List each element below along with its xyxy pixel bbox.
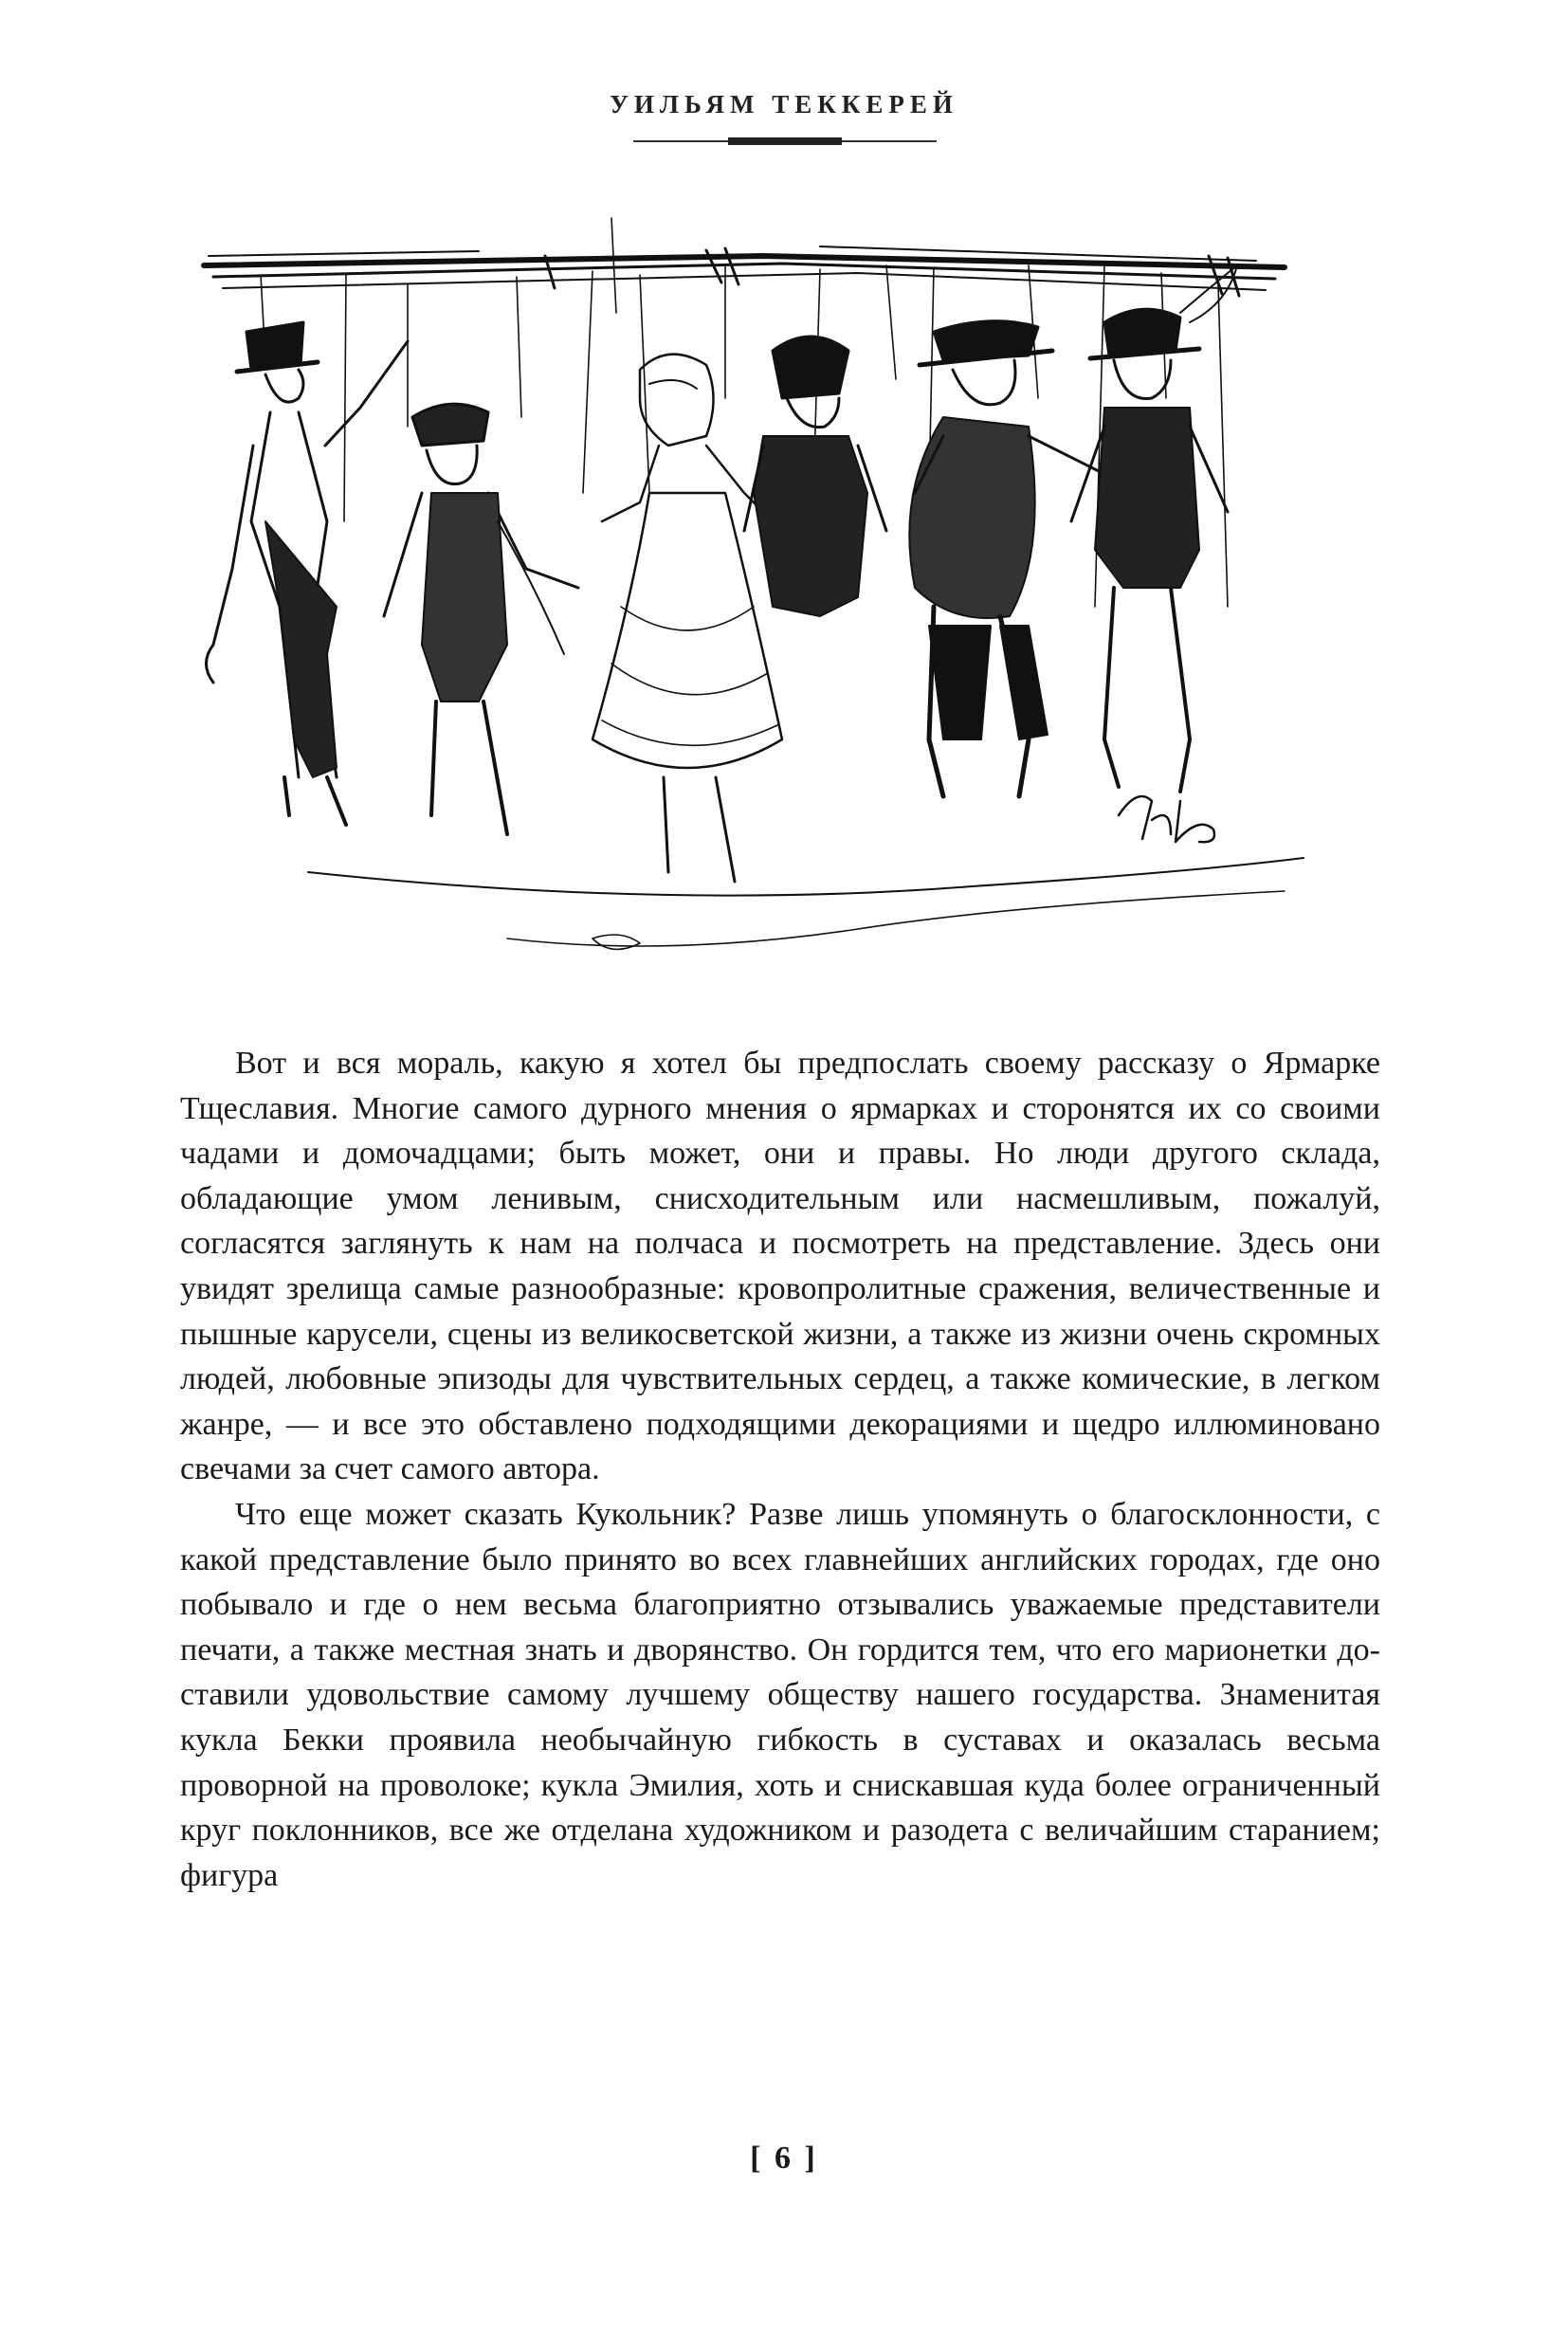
artist-signature: [1119, 796, 1214, 842]
page-number: [ 6 ]: [750, 2141, 818, 2176]
paragraph-1: Вот и вся мораль, какую я хотел бы предпослать своему рассказу о Ярмарке Тщеславия. Многие самого дурного мнения о ярмарках и сторонятся их со своими чадами и домочадцами; быть может, они и правы. Но люди другого склада, обладающие умом ленивым, снисходительным или насмешливым, пожалуй, согласятся заглянуть к нам на полчаса и посмотреть на представление. Здесь они увидят зрелища самые разнообразные: кровопролитные сражения, величественные и пышные карусели, сцены из великосветской жизни, а также из жизни очень скромных людей, любовные эпизоды для чувствительных сердец, а также комические, в легком жанре, — и все это обставлено подходящими декорациями и щедро иллюминовано свечами за счет самого автора.: [180, 1046, 1380, 1487]
running-title: УИЛЬЯМ ТЕККЕРЕЙ: [610, 90, 958, 118]
puppet-figure-4: [744, 337, 886, 616]
ground-line: [308, 858, 1304, 896]
puppet-figure-6: [1071, 265, 1237, 792]
puppet-figure-3: [593, 355, 782, 882]
puppet-figure-2: [384, 404, 578, 834]
body-text: [180, 1041, 1380, 1898]
marionette-illustration: [194, 209, 1332, 967]
paragraph-2: Что еще может сказать Кукольник? Разве лишь упомянуть о благосклонности, с какой представление было принято во всех главнейших английских городах, где оно побывало и где о нем весьма благоприятно отзывались уважаемые представители печати, а также местная знать и дворянство. Он гордится тем, что его марионетки доставили удовольствие самому лучшему обществу нашего государства. Знаменитая кукла Бекки проявила необычайную гибкость в суставах и оказалась весьма проворной на проволоке; кукла Эмилия, хоть и снискавшая куда более ограниченный круг поклонников, все же отделана художником и разодета с величайшим старанием; фигура: [180, 1496, 1380, 1893]
header-rule-accent: [728, 137, 842, 145]
puppet-figure-1: [207, 322, 409, 825]
